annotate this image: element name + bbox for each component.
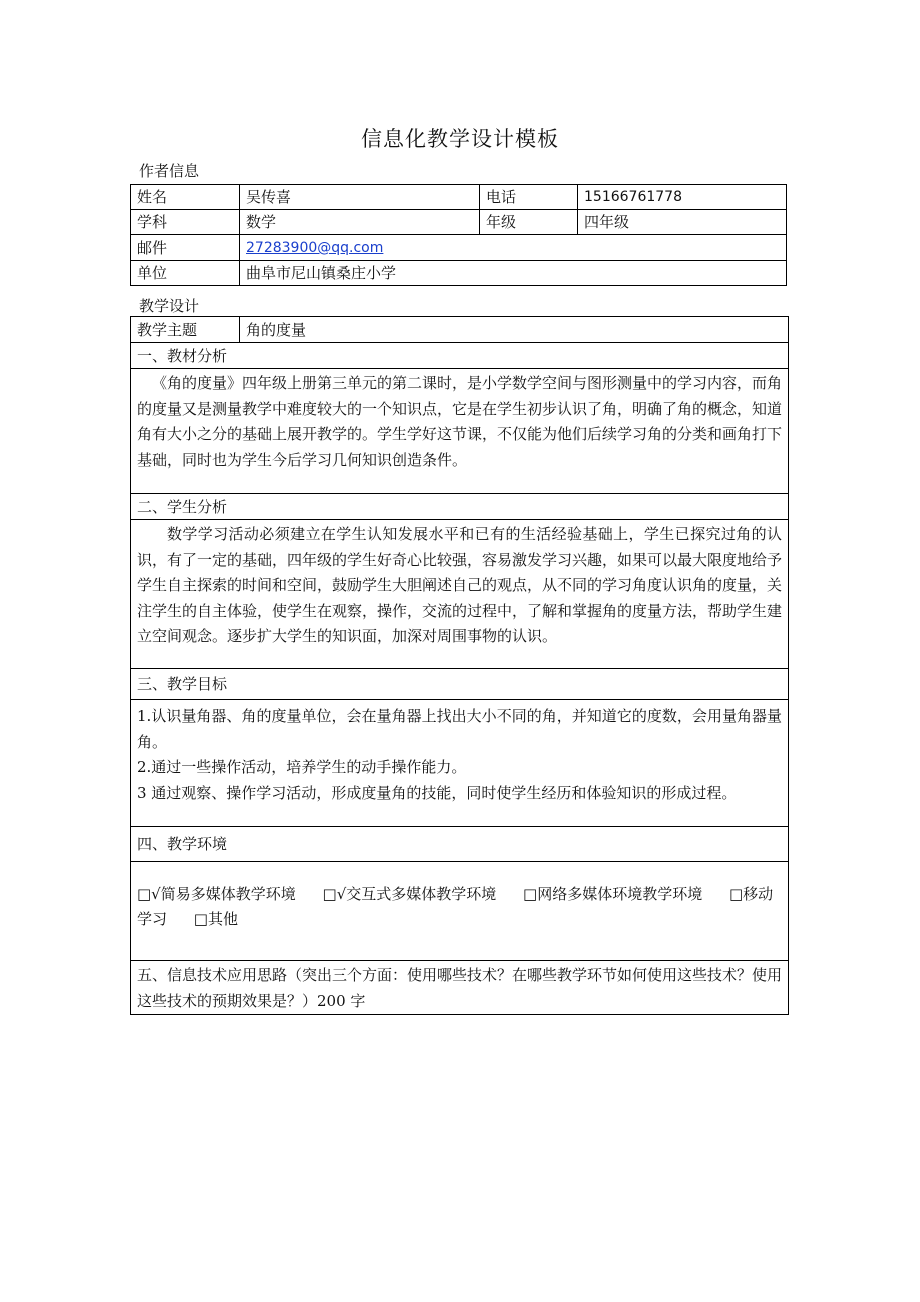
table-row [131, 317, 789, 343]
unit-label: 单位 [131, 261, 240, 286]
material-cell [131, 369, 789, 494]
table-row [131, 369, 789, 494]
env-cell [131, 862, 789, 961]
topic-label: 教学主题 [131, 317, 240, 343]
goal-item-1: 1.认识量角器、角的度量单位，会在量角器上找出大小不同的角，并知道它的度数，会用量角器量角。 [137, 707, 782, 751]
unit-value: 曲阜市尼山镇桑庄小学 [240, 261, 787, 286]
goal-item-2: 2.通过一些操作活动，培养学生的动手操作能力。 [137, 758, 467, 776]
phone-label: 电话 [480, 185, 578, 210]
env-options [137, 882, 782, 932]
subject-label: 学科 [131, 210, 240, 235]
student-header: 二、学生分析 [131, 494, 789, 520]
topic-value: 角的度量 [240, 317, 789, 343]
table-row [131, 210, 787, 235]
table-row [131, 185, 787, 210]
design-table [130, 316, 789, 1015]
goals-header: 三、教学目标 [131, 669, 789, 700]
env-header: 四、教学环境 [131, 827, 789, 862]
table-row [131, 343, 789, 369]
material-text: 《角的度量》四年级上册第三单元的第二课时，是小学数学空间与图形测量中的学习内容，而角的度量又是测量教学中难度较大的一个知识点，它是在学生初步认识了角，明确了角的概念，知道角有大小之分的基础上展开教学的。学生学好这节课，不仅能为他们后续学习角的分类和画角打下基础，同时也为学生今后学习几何知识创造条件。 [137, 374, 783, 469]
author-section-label: 作者信息 [139, 162, 200, 180]
email-link[interactable]: 27283900@qq.com [246, 240, 384, 256]
table-row [131, 862, 789, 961]
table-row [131, 494, 789, 520]
table-row [131, 669, 789, 700]
grade-value: 四年级 [578, 210, 787, 235]
env-option-mobile-learning[interactable]: □移动学习 [137, 885, 774, 928]
grade-label: 年级 [480, 210, 578, 235]
table-row [131, 235, 787, 261]
env-option-interactive-multimedia[interactable]: □√交互式多媒体教学环境 [322, 885, 497, 903]
subject-value: 数学 [240, 210, 480, 235]
env-option-simple-multimedia[interactable]: □√简易多媒体教学环境 [137, 885, 296, 903]
author-info-table [130, 184, 787, 286]
table-row [131, 700, 789, 827]
email-cell [240, 235, 787, 261]
student-cell [131, 520, 789, 669]
table-row [131, 827, 789, 862]
name-value: 吴传喜 [240, 185, 480, 210]
env-option-other[interactable]: □其他 [193, 910, 238, 928]
table-row [131, 520, 789, 669]
env-option-network-multimedia[interactable]: □网络多媒体环境教学环境 [523, 885, 703, 903]
name-label: 姓名 [131, 185, 240, 210]
page-title: 信息化教学设计模板 [361, 127, 559, 151]
student-text: 数学学习活动必须建立在学生认知发展水平和已有的生活经验基础上，学生已探究过角的认识，有了一定的基础，四年级的学生好奇心比较强，容易激发学习兴趣，如果可以最大限度地给予学生自主探索的时间和空间，鼓励学生大胆阐述自己的观点，从不同的学习角度认识角的度量，关注学生的自主体验，使学生在观察，操作，交流的过程中，了解和掌握角的度量方法，帮助学生建立空间观念。逐步扩大学生的知识面，加深对周围事物的认识。 [137, 525, 783, 645]
table-row [131, 961, 789, 1015]
goals-cell [131, 700, 789, 827]
table-row [131, 261, 787, 286]
goal-item-3: 3 通过观察、操作学习活动，形成度量角的技能，同时使学生经历和体验知识的形成过程。 [137, 783, 737, 802]
material-header: 一、教材分析 [131, 343, 789, 369]
tech-header: 五、信息技术应用思路（突出三个方面：使用哪些技术？在哪些教学环节如何使用这些技术？使用这些技术的预期效果是？）200 字 [137, 966, 783, 1010]
tech-cell [131, 961, 789, 1015]
email-label: 邮件 [131, 235, 240, 261]
design-section-label: 教学设计 [139, 297, 200, 315]
phone-value: 15166761778 [578, 185, 787, 210]
